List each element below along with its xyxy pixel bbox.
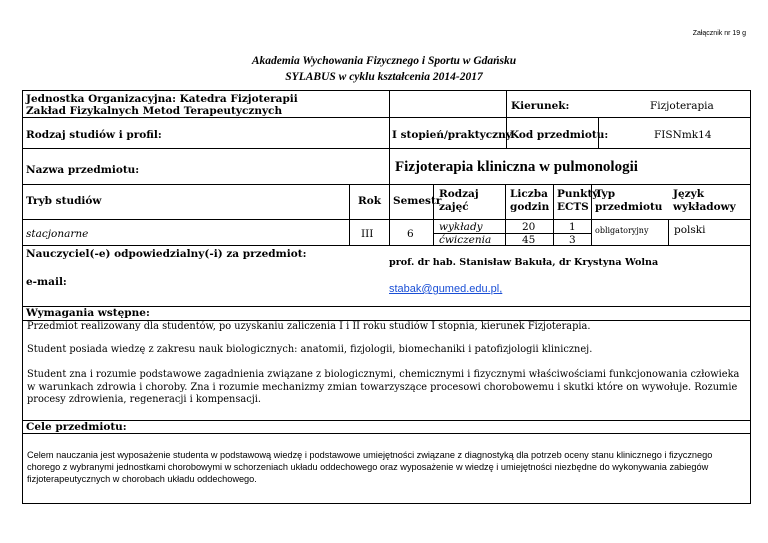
requirements-title: Wymagania wstępne: — [26, 307, 150, 319]
rodzaj-b: ćwiczenia — [439, 234, 492, 246]
syllabus-title: SYLABUS w cyklu kształcenia 2014-2017 — [285, 71, 483, 83]
col-jezyk: Język — [673, 188, 704, 200]
divider — [23, 245, 750, 246]
department-label: Zakład Fizykalnych Metod Terapeutycznych — [26, 105, 283, 117]
kod-label: Kod przedmiotu: — [510, 129, 609, 141]
col-typ: Typ — [595, 188, 616, 200]
requirements-p3: Student zna i rozumie podstawowe zagadnienia związane z biologicznymi, chemicznymi i fizycznymi właściwościami funkcjonowania człowieka w warunkach zdrowia i choroby. Zna i rozumie mechanizmy zmian towarzyszące procesowi chorobowemu i skutki które on wywołuje. Rozumie procesy zdrowienia, regeneracji i kompensacji. — [27, 369, 740, 405]
col-rodzaj: Rodzaj — [439, 188, 479, 200]
course-name: Fizjoterapia kliniczna w pulmonologii — [395, 159, 638, 175]
divider — [553, 184, 554, 246]
jezyk-value: polski — [674, 224, 706, 236]
ects-b: 3 — [569, 234, 576, 246]
col-liczba: Liczba — [510, 188, 548, 200]
email-link[interactable]: stabak@gumed.edu.pl, — [389, 283, 503, 295]
academy-title: Akademia Wychowania Fizycznego i Sportu w Gdańsku — [251, 55, 517, 67]
divider — [23, 148, 750, 149]
divider — [389, 184, 390, 246]
rodzaj-label: Rodzaj studiów i profil: — [26, 129, 162, 141]
godziny-b: 45 — [522, 234, 536, 246]
nazwa-label: Nazwa przedmiotu: — [26, 164, 140, 176]
divider — [505, 184, 506, 246]
divider — [23, 117, 750, 118]
divider — [668, 219, 669, 246]
rodzaj-a: wykłady — [439, 221, 483, 233]
divider — [349, 184, 350, 246]
col-typ-2: przedmiotu — [595, 201, 663, 213]
tryb-value: stacjonarne — [26, 228, 89, 240]
col-tryb: Tryb studiów — [26, 195, 102, 207]
col-rok: Rok — [358, 195, 382, 207]
syllabus-table — [22, 90, 751, 504]
divider — [433, 184, 434, 246]
teacher-value: prof. dr hab. Stanisław Bakuła, dr Krystyna Wolna — [389, 257, 659, 268]
kierunek-value: Fizjoterapia — [650, 100, 714, 112]
teacher-label: Nauczyciel(-e) odpowiedzialny(-i) za przedmiot: — [26, 248, 307, 260]
rodzaj-value: I stopień/praktyczny — [392, 129, 512, 141]
ects-a: 1 — [569, 221, 576, 233]
typ-value: obligatoryjny — [595, 226, 649, 235]
semestr-value: 6 — [407, 228, 414, 240]
divider — [23, 433, 750, 434]
goals-p1: Celem nauczania jest wyposażenie studenta w podstawową wiedzę i podstawowe umiejętności związane z diagnostyką dla potrzeb oceny stanu klinicznego i fizycznego chorego z wybranymi jednostkami chorobowymi w schorzeniach układu oddechowego oraz wyposażenie w wiedzę i umiejętności niezbędne do wykonywania zabiegów fizjoterapeutycznych w chorobach układu oddechowego. — [27, 450, 713, 484]
divider — [389, 91, 390, 185]
rok-value: III — [361, 228, 374, 240]
email-label: e-mail: — [26, 276, 67, 288]
col-liczba-2: godzin — [510, 201, 550, 213]
divider — [23, 219, 750, 220]
divider — [23, 420, 750, 421]
requirements-p1: Przedmiot realizowany dla studentów, po uzyskaniu zaliczenia I i II roku studiów I stopnia, kierunek Fizjoterapia. — [27, 321, 591, 332]
col-punkty-2: ECTS — [557, 201, 589, 213]
kod-value: FISNmk14 — [654, 129, 712, 141]
godziny-a: 20 — [522, 221, 536, 233]
goals-title: Cele przedmiotu: — [26, 421, 127, 433]
col-jezyk-2: wykładowy — [673, 201, 736, 213]
col-punkty: Punkty — [557, 188, 599, 200]
unit-label: Jednostka Organizacyjna: Katedra Fizjoterapii — [26, 93, 298, 105]
kierunek-label: Kierunek: — [511, 100, 570, 112]
requirements-p2: Student posiada wiedzę z zakresu nauk biologicznych: anatomii, fizjologii, biomechaniki i patofizjologii klinicznej. — [27, 344, 593, 355]
col-rodzaj-2: zajęć — [439, 201, 469, 213]
divider — [23, 184, 750, 185]
attachment-note: Załącznik nr 19 g — [692, 30, 746, 37]
col-semestr: Semestr — [393, 195, 442, 207]
